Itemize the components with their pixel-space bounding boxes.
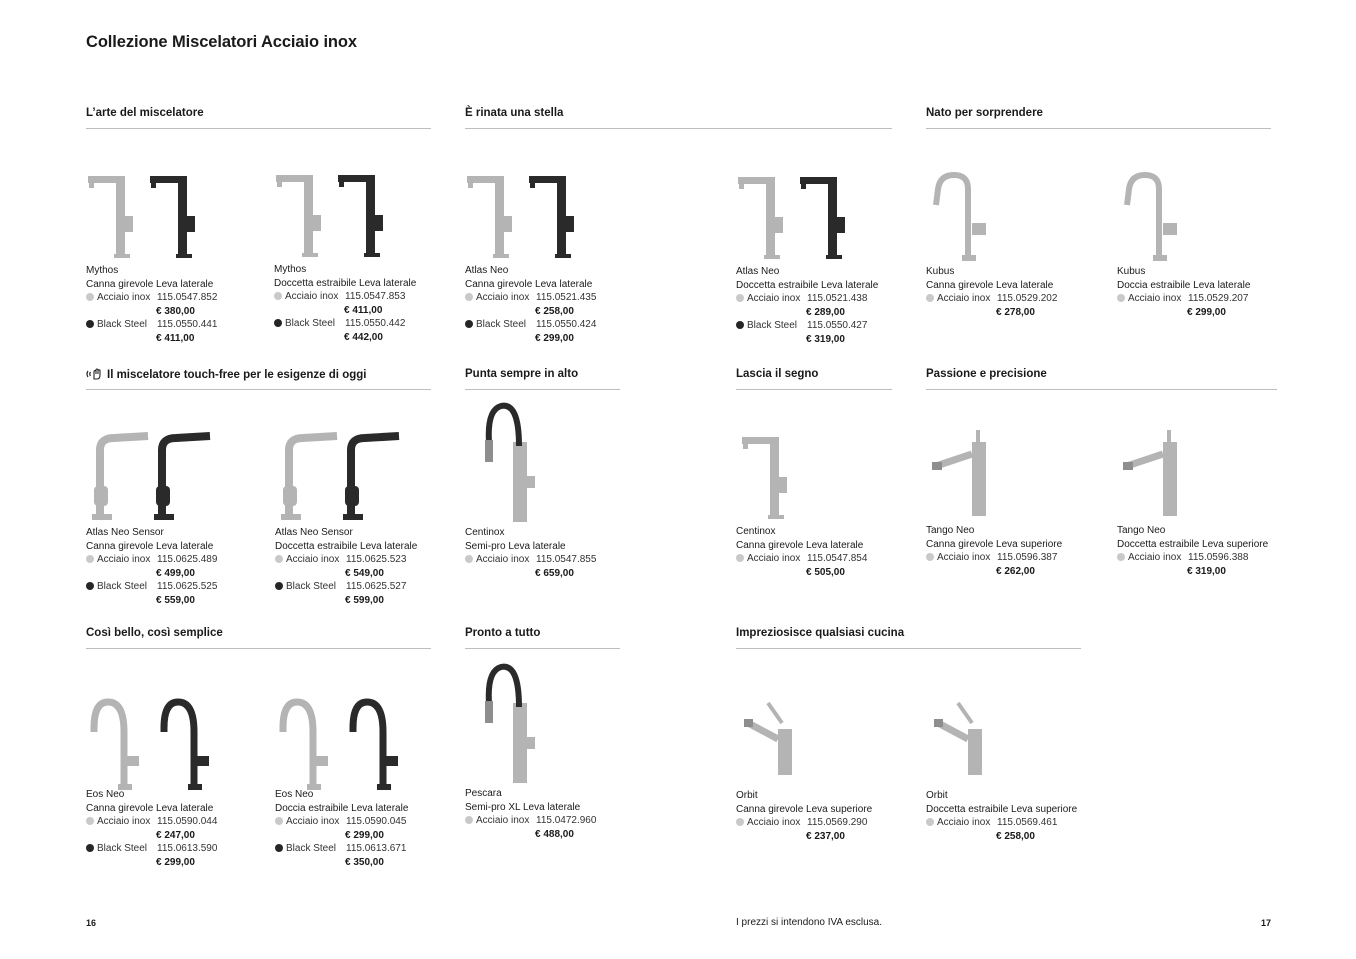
variant-code: 115.0521.438 bbox=[807, 293, 868, 305]
product-variant bbox=[274, 317, 474, 331]
variant-finish: Black Steel bbox=[97, 843, 148, 855]
product-name: Tango Neo bbox=[926, 525, 975, 536]
product-info bbox=[465, 526, 665, 580]
product-info bbox=[86, 264, 286, 346]
product-name: Atlas Neo bbox=[465, 265, 509, 276]
variant-price: € 262,00 bbox=[996, 565, 1035, 577]
variant-finish: Black Steel bbox=[286, 581, 337, 593]
variant-finish: Acciaio inox bbox=[476, 292, 530, 304]
variant-price: € 289,00 bbox=[806, 306, 845, 318]
product-variant bbox=[86, 815, 286, 829]
product-description: Semi-pro XL Leva laterale bbox=[465, 801, 581, 813]
section-rule bbox=[926, 128, 1271, 129]
section-rule bbox=[736, 648, 1081, 649]
section-title: L’arte del miscelatore bbox=[86, 107, 204, 119]
variant-price: € 488,00 bbox=[535, 828, 574, 840]
variant-code: 115.0547.854 bbox=[807, 553, 868, 565]
variant-price: € 247,00 bbox=[156, 829, 195, 841]
lever-faucet-pair-icon bbox=[86, 168, 246, 268]
product-variant bbox=[926, 292, 1126, 306]
section-title bbox=[86, 368, 366, 381]
variant-price: € 258,00 bbox=[996, 830, 1035, 842]
finish-swatch-icon bbox=[275, 817, 283, 825]
section-title: Impreziosisce qualsiasi cucina bbox=[736, 627, 905, 639]
product-variant bbox=[86, 318, 286, 332]
section-title: È rinata una stella bbox=[465, 107, 564, 119]
page-number-left: 16 bbox=[86, 918, 97, 928]
variant-price: € 499,00 bbox=[156, 567, 195, 579]
section-bello bbox=[86, 627, 431, 649]
variant-finish: Black Steel bbox=[97, 319, 148, 331]
variant-code: 115.0613.590 bbox=[157, 843, 218, 855]
semi-pro-spring-faucet-icon bbox=[465, 402, 625, 522]
section-rule bbox=[926, 389, 1277, 390]
finish-swatch-icon bbox=[1117, 294, 1125, 302]
top-lever-faucet-icon bbox=[1117, 428, 1277, 528]
product-card bbox=[926, 169, 1126, 318]
product-variant bbox=[736, 292, 936, 306]
variant-price: € 299,00 bbox=[345, 829, 384, 841]
product-info bbox=[465, 264, 665, 346]
finish-swatch-icon bbox=[86, 817, 94, 825]
product-description: Canna girevole Leva superiore bbox=[736, 803, 873, 815]
section-title: Lascia il segno bbox=[736, 368, 819, 380]
product-description: Doccia estraibile Leva laterale bbox=[275, 802, 409, 814]
section-rule bbox=[736, 389, 892, 390]
finish-swatch-icon bbox=[274, 319, 282, 327]
product-description: Canna girevole Leva laterale bbox=[736, 539, 864, 551]
product-card bbox=[926, 693, 1126, 842]
page-number-right: 17 bbox=[1261, 918, 1272, 928]
product-description: Doccetta estraibile Leva superiore bbox=[1117, 538, 1269, 550]
section-touch-free bbox=[86, 369, 431, 390]
variant-price: € 299,00 bbox=[156, 856, 195, 868]
sensor-faucet-pair-icon bbox=[275, 430, 435, 530]
variant-finish: Acciaio inox bbox=[747, 817, 801, 829]
product-name: Atlas Neo Sensor bbox=[86, 527, 164, 538]
square-spout-faucet-icon bbox=[926, 169, 1086, 269]
product-variant bbox=[465, 553, 665, 567]
variant-finish: Black Steel bbox=[747, 320, 798, 332]
variant-code: 115.0569.290 bbox=[807, 817, 868, 829]
finish-swatch-icon bbox=[274, 292, 282, 300]
product-variant bbox=[465, 291, 665, 305]
product-card bbox=[1117, 428, 1317, 577]
variant-finish: Acciaio inox bbox=[1128, 293, 1182, 305]
product-name: Atlas Neo Sensor bbox=[275, 527, 353, 538]
product-info bbox=[736, 789, 936, 843]
product-description: Canna girevole Leva superiore bbox=[926, 538, 1063, 550]
section-sorprendere bbox=[926, 107, 1271, 129]
product-card bbox=[275, 430, 475, 606]
variant-code: 115.0547.853 bbox=[345, 291, 406, 303]
product-variant bbox=[465, 318, 665, 332]
product-variant bbox=[275, 580, 475, 594]
product-name: Orbit bbox=[736, 790, 758, 801]
product-info bbox=[86, 526, 286, 608]
variant-finish: Acciaio inox bbox=[747, 293, 801, 305]
variant-price: € 350,00 bbox=[345, 856, 384, 868]
variant-price: € 442,00 bbox=[344, 331, 383, 343]
variant-finish: Acciaio inox bbox=[285, 291, 339, 303]
variant-code: 115.0625.527 bbox=[346, 581, 407, 593]
product-card bbox=[736, 169, 936, 345]
section-title: Passione e precisione bbox=[926, 368, 1047, 380]
product-card bbox=[86, 430, 286, 606]
variant-finish: Acciaio inox bbox=[97, 554, 151, 566]
variant-finish: Black Steel bbox=[476, 319, 527, 331]
variant-finish: Acciaio inox bbox=[286, 554, 340, 566]
product-variant bbox=[86, 842, 286, 856]
product-info bbox=[736, 525, 936, 579]
section-segno bbox=[736, 368, 892, 390]
section-title-text: Il miscelatore touch-free per le esigenze di oggi bbox=[107, 369, 367, 381]
product-info bbox=[86, 788, 286, 870]
section-rule bbox=[465, 648, 620, 649]
sensor-faucet-pair-icon bbox=[86, 430, 246, 530]
variant-price: € 659,00 bbox=[535, 567, 574, 579]
finish-swatch-icon bbox=[736, 818, 744, 826]
product-name: Mythos bbox=[274, 264, 307, 275]
finish-swatch-icon bbox=[275, 555, 283, 563]
product-card bbox=[86, 168, 286, 344]
variant-finish: Acciaio inox bbox=[476, 815, 530, 827]
product-description: Doccetta estraibile Leva superiore bbox=[926, 803, 1078, 815]
variant-code: 115.0550.442 bbox=[345, 318, 406, 330]
section-impreziosisce bbox=[736, 627, 1081, 649]
variant-price: € 278,00 bbox=[996, 306, 1035, 318]
product-variant bbox=[1117, 292, 1317, 306]
variant-finish: Acciaio inox bbox=[97, 816, 151, 828]
product-description: Doccetta estraibile Leva laterale bbox=[275, 540, 418, 552]
semi-pro-spring-faucet-icon bbox=[465, 663, 625, 783]
variant-code: 115.0550.424 bbox=[536, 319, 597, 331]
variant-code: 115.0625.525 bbox=[157, 581, 218, 593]
variant-price: € 319,00 bbox=[1187, 565, 1226, 577]
product-variant bbox=[86, 580, 286, 594]
variant-price: € 599,00 bbox=[345, 594, 384, 606]
product-card bbox=[274, 167, 474, 343]
section-rule bbox=[465, 128, 892, 129]
finish-swatch-icon bbox=[275, 844, 283, 852]
product-card bbox=[275, 692, 475, 868]
product-description: Canna girevole Leva laterale bbox=[465, 278, 593, 290]
variant-price: € 559,00 bbox=[156, 594, 195, 606]
top-lever-faucet-icon bbox=[926, 428, 1086, 528]
product-name: Centinox bbox=[736, 526, 776, 537]
variant-finish: Acciaio inox bbox=[937, 293, 991, 305]
section-rule bbox=[86, 648, 431, 649]
variant-finish: Acciaio inox bbox=[476, 554, 530, 566]
variant-finish: Acciaio inox bbox=[286, 816, 340, 828]
product-name: Centinox bbox=[465, 527, 505, 538]
product-variant bbox=[736, 319, 936, 333]
product-card bbox=[465, 691, 665, 840]
product-variant bbox=[736, 816, 936, 830]
product-name: Orbit bbox=[926, 790, 948, 801]
product-info bbox=[926, 789, 1126, 843]
finish-swatch-icon bbox=[86, 555, 94, 563]
product-description: Doccia estraibile Leva laterale bbox=[1117, 279, 1251, 291]
finish-swatch-icon bbox=[86, 293, 94, 301]
variant-price: € 237,00 bbox=[806, 830, 845, 842]
variant-price: € 549,00 bbox=[345, 567, 384, 579]
product-variant bbox=[926, 816, 1126, 830]
product-description: Doccetta estraibile Leva laterale bbox=[736, 279, 879, 291]
product-info bbox=[926, 524, 1126, 578]
section-title: Punta sempre in alto bbox=[465, 368, 579, 380]
variant-price: € 411,00 bbox=[344, 304, 383, 316]
variant-finish: Acciaio inox bbox=[1128, 552, 1182, 564]
variant-price: € 299,00 bbox=[535, 332, 574, 344]
section-title: Così bello, così semplice bbox=[86, 627, 223, 639]
finish-swatch-icon bbox=[465, 293, 473, 301]
section-rule bbox=[86, 389, 431, 390]
finish-swatch-icon bbox=[465, 555, 473, 563]
section-pronto bbox=[465, 627, 620, 649]
product-description: Semi-pro Leva laterale bbox=[465, 540, 566, 552]
product-card bbox=[465, 168, 665, 344]
variant-finish: Black Steel bbox=[285, 318, 336, 330]
variant-price: € 319,00 bbox=[806, 333, 845, 345]
product-info bbox=[926, 265, 1126, 319]
product-name: Tango Neo bbox=[1117, 525, 1166, 536]
variant-code: 115.0625.523 bbox=[346, 554, 407, 566]
finish-swatch-icon bbox=[86, 320, 94, 328]
variant-price: € 505,00 bbox=[806, 566, 845, 578]
variant-code: 115.0596.387 bbox=[997, 552, 1058, 564]
product-variant bbox=[275, 553, 475, 567]
product-info bbox=[275, 788, 475, 870]
variant-code: 115.0613.671 bbox=[346, 843, 407, 855]
product-card bbox=[86, 692, 286, 868]
finish-swatch-icon bbox=[926, 294, 934, 302]
product-card bbox=[736, 429, 936, 578]
product-name: Mythos bbox=[86, 265, 119, 276]
product-description: Canna girevole Leva laterale bbox=[86, 540, 214, 552]
product-variant bbox=[275, 815, 475, 829]
product-variant bbox=[86, 291, 286, 305]
variant-code: 115.0521.435 bbox=[536, 292, 597, 304]
product-variant bbox=[465, 814, 665, 828]
variant-code: 115.0590.045 bbox=[346, 816, 407, 828]
section-title: Nato per sorprendere bbox=[926, 107, 1043, 119]
lever-faucet-pair-icon bbox=[465, 168, 625, 268]
product-name: Eos Neo bbox=[86, 789, 125, 800]
product-description: Doccetta estraibile Leva laterale bbox=[274, 277, 417, 289]
square-spout-faucet-icon bbox=[1117, 169, 1277, 269]
section-rule bbox=[86, 128, 431, 129]
product-variant bbox=[86, 553, 286, 567]
section-rule bbox=[465, 389, 620, 390]
variant-code: 115.0550.441 bbox=[157, 319, 218, 331]
touch-free-hand-icon bbox=[86, 368, 104, 380]
low-top-lever-faucet-icon bbox=[926, 693, 1086, 793]
finish-swatch-icon bbox=[86, 582, 94, 590]
lever-faucet-pair-icon bbox=[736, 169, 896, 269]
variant-finish: Black Steel bbox=[97, 581, 148, 593]
finish-swatch-icon bbox=[465, 320, 473, 328]
product-variant bbox=[736, 552, 936, 566]
variant-code: 115.0529.202 bbox=[997, 293, 1058, 305]
low-top-lever-faucet-icon bbox=[736, 693, 896, 793]
product-name: Atlas Neo bbox=[736, 266, 780, 277]
product-card bbox=[926, 428, 1126, 577]
finish-swatch-icon bbox=[736, 294, 744, 302]
variant-price: € 411,00 bbox=[156, 332, 195, 344]
variant-price: € 299,00 bbox=[1187, 306, 1226, 318]
product-name: Kubus bbox=[1117, 266, 1146, 277]
product-description: Canna girevole Leva laterale bbox=[926, 279, 1054, 291]
variant-code: 115.0547.855 bbox=[536, 554, 597, 566]
product-info bbox=[1117, 524, 1317, 578]
finish-swatch-icon bbox=[736, 554, 744, 562]
finish-swatch-icon bbox=[465, 816, 473, 824]
variant-finish: Acciaio inox bbox=[747, 553, 801, 565]
product-info bbox=[465, 787, 665, 841]
product-card bbox=[465, 430, 665, 579]
lever-faucet-pair-icon bbox=[274, 167, 434, 267]
variant-code: 115.0596.388 bbox=[1188, 552, 1249, 564]
finish-swatch-icon bbox=[1117, 553, 1125, 561]
product-name: Pescara bbox=[465, 788, 502, 799]
variant-finish: Acciaio inox bbox=[937, 817, 991, 829]
product-name: Kubus bbox=[926, 266, 955, 277]
finish-swatch-icon bbox=[736, 321, 744, 329]
product-variant bbox=[1117, 551, 1317, 565]
variant-code: 115.0547.852 bbox=[157, 292, 218, 304]
product-variant bbox=[275, 842, 475, 856]
product-info bbox=[275, 526, 475, 608]
gooseneck-faucet-pair-icon bbox=[86, 692, 246, 792]
product-card bbox=[1117, 169, 1317, 318]
finish-swatch-icon bbox=[926, 818, 934, 826]
product-description: Canna girevole Leva laterale bbox=[86, 802, 214, 814]
lever-faucet-icon bbox=[736, 429, 896, 529]
vat-note: I prezzi si intendono IVA esclusa. bbox=[736, 917, 883, 928]
product-description: Canna girevole Leva laterale bbox=[86, 278, 214, 290]
variant-finish: Acciaio inox bbox=[97, 292, 151, 304]
finish-swatch-icon bbox=[926, 553, 934, 561]
variant-code: 115.0529.207 bbox=[1188, 293, 1249, 305]
variant-code: 115.0590.044 bbox=[157, 816, 218, 828]
finish-swatch-icon bbox=[275, 582, 283, 590]
section-stella bbox=[465, 107, 892, 129]
product-variant bbox=[274, 290, 474, 304]
variant-code: 115.0569.461 bbox=[997, 817, 1058, 829]
section-title: Pronto a tutto bbox=[465, 627, 541, 639]
section-punta bbox=[465, 368, 620, 390]
page-title: Collezione Miscelatori Acciaio inox bbox=[86, 33, 357, 51]
gooseneck-faucet-pair-icon bbox=[275, 692, 435, 792]
section-passione bbox=[926, 368, 1277, 390]
variant-finish: Acciaio inox bbox=[937, 552, 991, 564]
variant-price: € 258,00 bbox=[535, 305, 574, 317]
product-variant bbox=[926, 551, 1126, 565]
product-info bbox=[736, 265, 936, 347]
variant-code: 115.0472.960 bbox=[536, 815, 597, 827]
variant-price: € 380,00 bbox=[156, 305, 195, 317]
section-arte bbox=[86, 107, 431, 129]
variant-code: 115.0625.489 bbox=[157, 554, 218, 566]
variant-code: 115.0550.427 bbox=[807, 320, 868, 332]
variant-finish: Black Steel bbox=[286, 843, 337, 855]
product-card bbox=[736, 693, 936, 842]
product-info bbox=[1117, 265, 1317, 319]
product-info bbox=[274, 263, 474, 345]
product-name: Eos Neo bbox=[275, 789, 314, 800]
finish-swatch-icon bbox=[86, 844, 94, 852]
